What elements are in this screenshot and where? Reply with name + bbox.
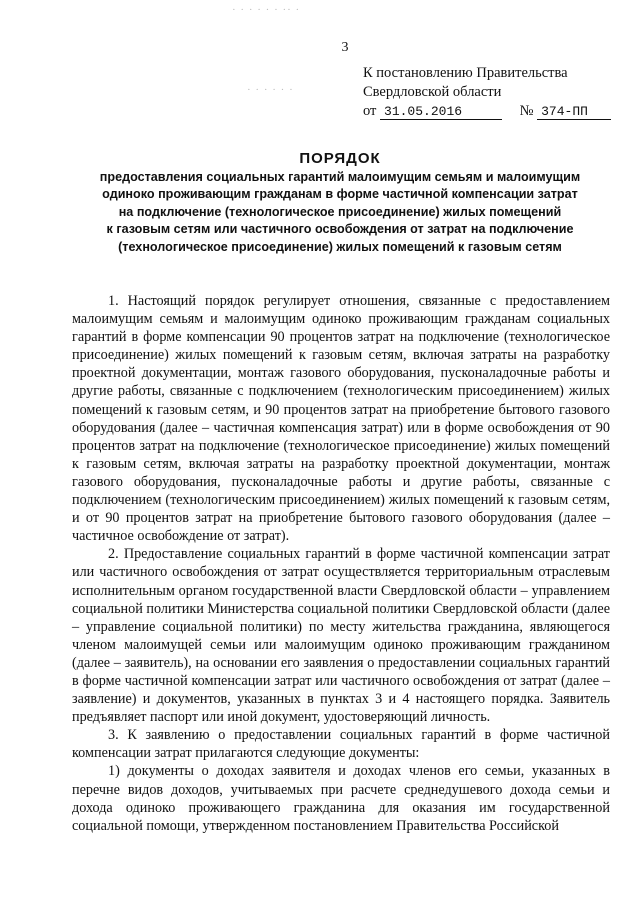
title-line-2: одиноко проживающим гражданам в форме частичной компенсации затрат bbox=[102, 187, 578, 202]
title-line-5: (технологическое присоединение) жилых помещений к газовым сетям bbox=[118, 239, 562, 254]
number-prefix: № bbox=[519, 103, 534, 119]
paragraph-1: 1. Настоящий порядок регулирует отношения, связанные с предоставлением малоимущим семьям и малоимущим одиноко проживающим гражданам социальных гарантий в форме компенсации 90 процентов затрат на подключение (технологическое присоединение) жилых помещений к газовым сетям, включая затраты на разработку проектной документации, монтаж газового оборудования, пусконаладочные работы и другие работы, связанные с подключением (технологическим присоединением) жилых помещений к газовым сетям, и 90 процентов затрат на приобретение бытового газового оборудования (далее – частичная компенсация затрат) или в форме освобождения от 90 процентов затрат на подключение (технологическое присоединение) жилых помещений к газовым сетям, включая затраты на разработку проектной документации, монтаж газового оборудования, пусконаладочные работы и другие работы, связанные с подключением (технологическим присоединением) жилых помещений к газовым сетям, и от 90 процентов затрат на приобретение бытового газового оборудования (далее – частичное освобождение от затрат). bbox=[72, 293, 610, 545]
title-line-1: предоставления социальных гарантий малоимущим семьям и малоимущим bbox=[99, 169, 581, 184]
paragraph-3: 3. К заявлению о предоставлении социальных гарантий в форме частичной компенсации затрат прилагаются следующие документы: bbox=[72, 727, 610, 762]
scan-artifact-top: · · · · · · ·· · bbox=[232, 4, 301, 16]
decree-number: 374-ПП bbox=[537, 104, 611, 120]
title-main: ПОРЯДОК bbox=[299, 150, 381, 167]
title-line-3: на подключение (технологическое присоединение) жилых помещений bbox=[118, 204, 562, 219]
header-date-line bbox=[363, 102, 611, 121]
scan-artifact-left: · · · · · · bbox=[247, 84, 294, 96]
header-line-1: К постановлению Правительства bbox=[363, 65, 568, 81]
paragraph-2: 2. Предоставление социальных гарантий в форме частичной компенсации затрат или частичного освобождения от затрат осуществляется территориальным отраслевым исполнительным органом государственной власти Свердловской области – управлением социальной политики Министерства социальной политики Свердловской области (далее – управление социальной политики) по месту жительства гражданина, являющегося членом малоимущей семьи или малоимущим одиноко проживающим гражданином (далее – заявитель), на основании его заявления о предоставлении социальных гарантий в форме частичной компенсации затрат или частичного освобождения от затрат (далее – заявление) и документов, указанных в пунктах 3 и 4 настоящего порядка. Заявитель предъявляет паспорт или иной документ, удостоверяющий личность. bbox=[72, 546, 610, 726]
paragraph-3-item-1: 1) документы о доходах заявителя и доходах членов его семьи, указанных в перечне видов доходов, учитываемых при расчете среднедушевого дохода семьи и дохода одиноко проживающего гражданина для оказания им государственной социальной помощи, утвержденном постановлением Правительства Российской bbox=[72, 763, 610, 834]
page-number: 3 bbox=[341, 40, 349, 55]
header-line-2: Свердловской области bbox=[363, 84, 502, 100]
approval-header bbox=[363, 64, 611, 121]
title-line-4: к газовым сетям или частичного освобождения от затрат на подключение bbox=[106, 222, 574, 237]
document-title bbox=[60, 150, 620, 257]
document-body bbox=[72, 292, 610, 835]
decree-date: 31.05.2016 bbox=[380, 104, 502, 120]
date-prefix: от bbox=[363, 103, 377, 119]
